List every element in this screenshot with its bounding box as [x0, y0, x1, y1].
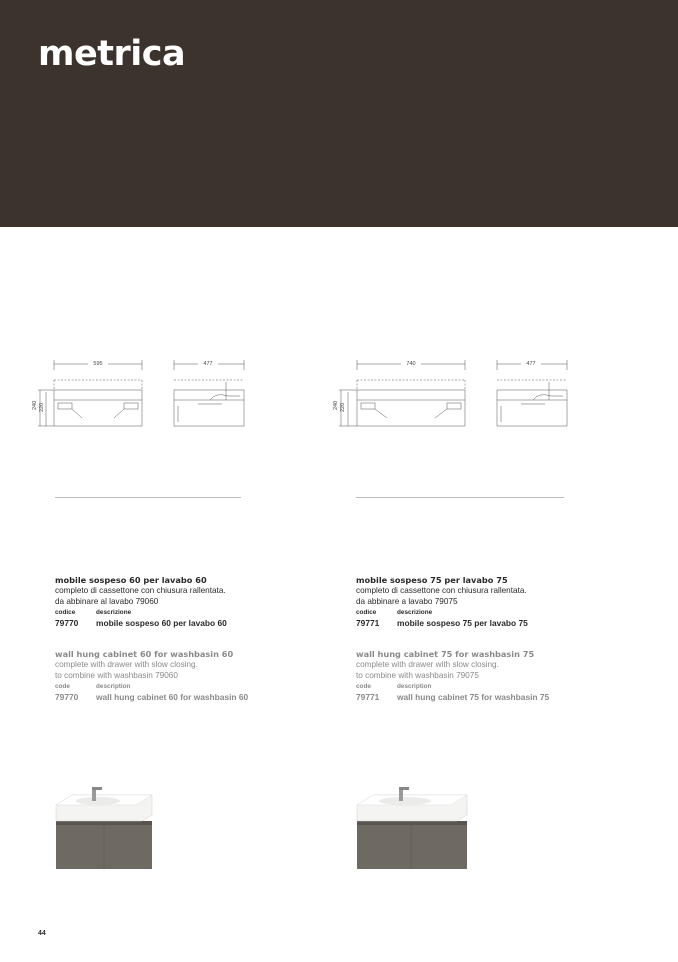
side-view-drawing-75 [493, 352, 573, 434]
product-code: 79770 [55, 692, 79, 702]
product-code: 79770 [55, 618, 79, 628]
dim-width: 740 [406, 361, 416, 367]
front-view-drawing-75 [329, 352, 469, 434]
brand-logo: metrica [38, 34, 186, 74]
product-feature: complete with drawer with slow closing. [55, 660, 198, 669]
product-desc: wall hung cabinet 75 for washbasin 75 [397, 692, 550, 702]
product-photo-60 [52, 785, 157, 875]
table-row [356, 618, 646, 628]
product-title: mobile sospeso 75 per lavabo 75 [356, 575, 508, 585]
dim-height-outer: 240 [333, 400, 339, 410]
page-number: 44 [38, 930, 46, 937]
dim-height-outer: 240 [32, 400, 38, 410]
product-title: wall hung cabinet 60 for washbasin 60 [55, 649, 234, 659]
table-row [55, 618, 345, 628]
table-row [356, 692, 646, 702]
product-feature: completo di cassettone con chiusura rallentata. [356, 586, 527, 595]
dim-depth: 477 [526, 361, 536, 367]
product-title: wall hung cabinet 75 for washbasin 75 [356, 649, 535, 659]
product-description-en [356, 649, 646, 702]
dim-depth: 477 [203, 361, 213, 367]
description-header: description [96, 683, 131, 690]
product-description-it [356, 575, 646, 628]
table-header [356, 607, 646, 618]
header-band [0, 0, 678, 227]
code-header: code [356, 683, 371, 690]
code-header: code [55, 683, 70, 690]
table-header [55, 681, 345, 692]
product-photo-75 [353, 785, 471, 875]
table-header [356, 681, 646, 692]
side-view-drawing-60 [170, 352, 250, 434]
table-header [55, 607, 345, 618]
product-code: 79771 [356, 692, 380, 702]
product-description-en [55, 649, 345, 702]
dim-height-inner: 220 [340, 402, 346, 412]
product-feature: completo di cassettone con chiusura rallentata. [55, 586, 226, 595]
table-row [55, 692, 345, 702]
product-compat: da abbinare al lavabo 79060 [55, 596, 159, 606]
product-desc: wall hung cabinet 60 for washbasin 60 [96, 692, 249, 702]
divider-rule [55, 497, 241, 498]
front-view-drawing-60 [28, 352, 148, 434]
description-header: descrizione [397, 609, 433, 616]
code-header: codice [356, 609, 377, 616]
product-title: mobile sospeso 60 per lavabo 60 [55, 575, 207, 585]
divider-rule [356, 497, 564, 498]
description-header: descrizione [96, 609, 132, 616]
dim-height-inner: 220 [39, 402, 45, 412]
description-header: description [397, 683, 432, 690]
product-code: 79771 [356, 618, 380, 628]
dim-width: 595 [93, 361, 103, 367]
product-compat: to combine with washbasin 79075 [356, 670, 479, 680]
product-compat: to combine with washbasin 79060 [55, 670, 178, 680]
product-description-it [55, 575, 345, 628]
product-desc: mobile sospeso 60 per lavabo 60 [96, 618, 227, 628]
product-desc: mobile sospeso 75 per lavabo 75 [397, 618, 528, 628]
code-header: codice [55, 609, 76, 616]
product-feature: complete with drawer with slow closing. [356, 660, 499, 669]
product-compat: da abbinare a lavabo 79075 [356, 596, 458, 606]
